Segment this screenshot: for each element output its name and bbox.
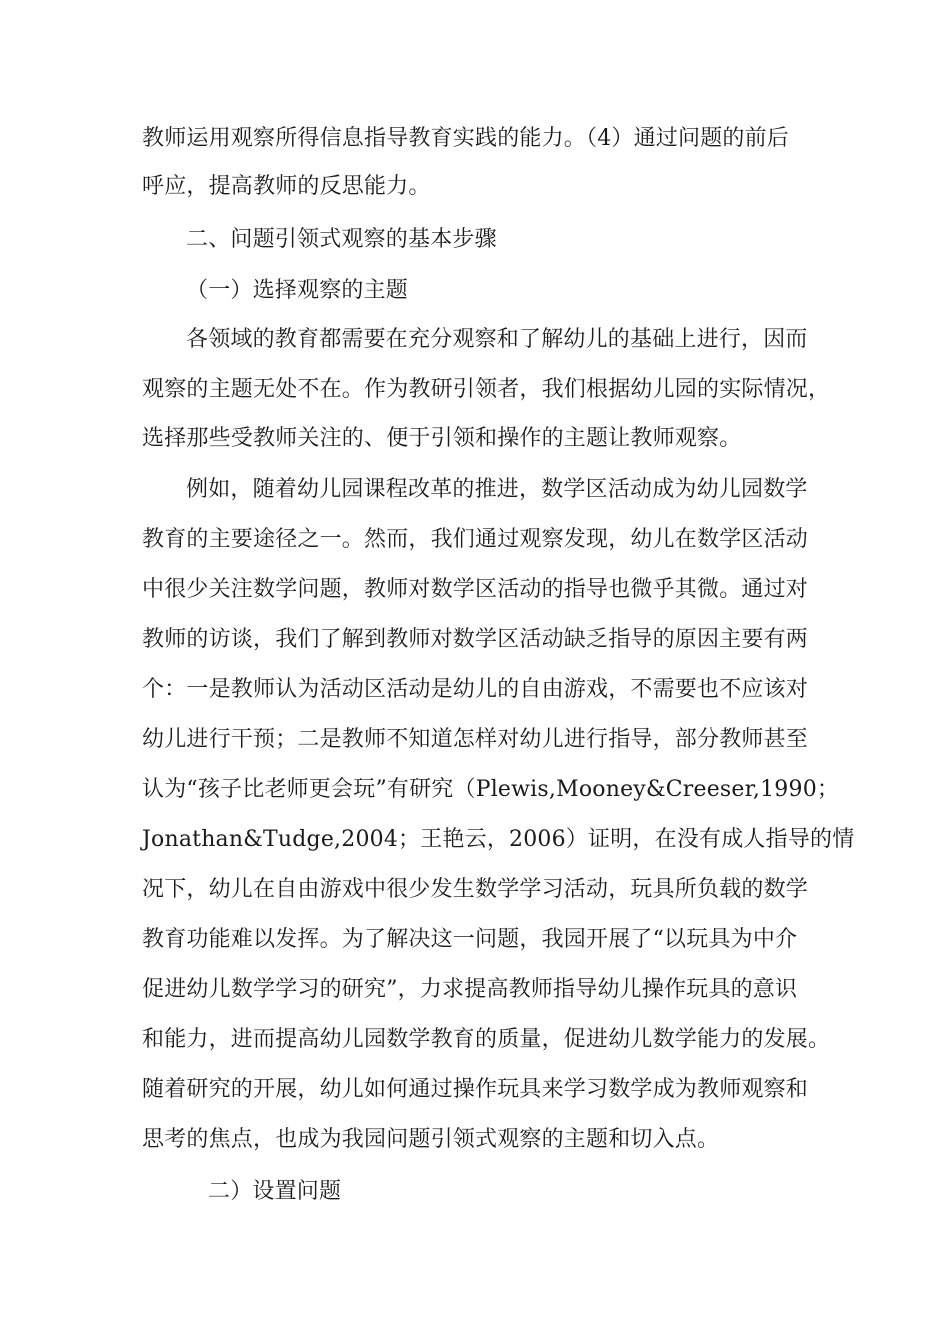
body-text-line: Jonathan&Tudge,2004；王艳云，2006）证明，在没有成人指导的情 <box>142 827 855 852</box>
body-text-line: 教育的主要途径之一。然而，我们通过观察发现，幼儿在数学区活动 <box>142 527 809 552</box>
body-text-line: 观察的主题无处不在。作为教研引领者，我们根据幼儿园的实际情况， <box>142 377 831 402</box>
body-text-line: 随着研究的开展，幼儿如何通过操作玩具来学习数学成为教师观察和 <box>142 1077 809 1102</box>
body-text-line: 和能力，进而提高幼儿园数学教育的质量，促进幼儿数学能力的发展。 <box>142 1027 831 1052</box>
subsection-heading: （一）选择观察的主题 <box>186 278 409 303</box>
body-text-line: 思考的焦点，也成为我园问题引领式观察的主题和切入点。 <box>142 1127 720 1152</box>
body-text-line: 例如，随着幼儿园课程改革的推进，数学区活动成为幼儿园数学 <box>186 477 808 502</box>
body-text-line: 个：一是教师认为活动区活动是幼儿的自由游戏，不需要也不应该对 <box>142 677 809 702</box>
body-text-line: 选择那些受教师关注的、便于引领和操作的主题让教师观察。 <box>142 426 742 451</box>
body-text-line: 况下，幼儿在自由游戏中很少发生数学学习活动，玩具所负载的数学 <box>142 877 809 902</box>
body-text-line: 幼儿进行干预；二是教师不知道怎样对幼儿进行指导，部分教师甚至 <box>142 727 809 752</box>
body-text-line: 促进幼儿数学学习的研究”，力求提高教师指导幼儿操作玩具的意识 <box>142 977 798 1002</box>
body-text-line: 认为“孩子比老师更会玩”有研究（Plewis,Mooney&Creeser,1990； <box>142 777 840 802</box>
body-text-line: 中很少关注数学问题，教师对数学区活动的指导也微乎其微。通过对 <box>142 577 809 602</box>
body-text-line: 各领域的教育都需要在充分观察和了解幼儿的基础上进行，因而 <box>186 327 808 352</box>
body-text-line: 教育功能难以发挥。为了解决这一问题，我园开展了“以玩具为中介 <box>142 927 798 952</box>
body-text-line: 呼应，提高教师的反思能力。 <box>142 174 431 199</box>
body-text-line: 教师的访谈，我们了解到教师对数学区活动缺乏指导的原因主要有两 <box>142 627 809 652</box>
subsection-heading: 二）设置问题 <box>208 1179 342 1204</box>
section-heading: 二、问题引领式观察的基本步骤 <box>186 227 497 252</box>
body-text-line: 教师运用观察所得信息指导教育实践的能力。（4）通过问题的前后 <box>142 126 789 151</box>
